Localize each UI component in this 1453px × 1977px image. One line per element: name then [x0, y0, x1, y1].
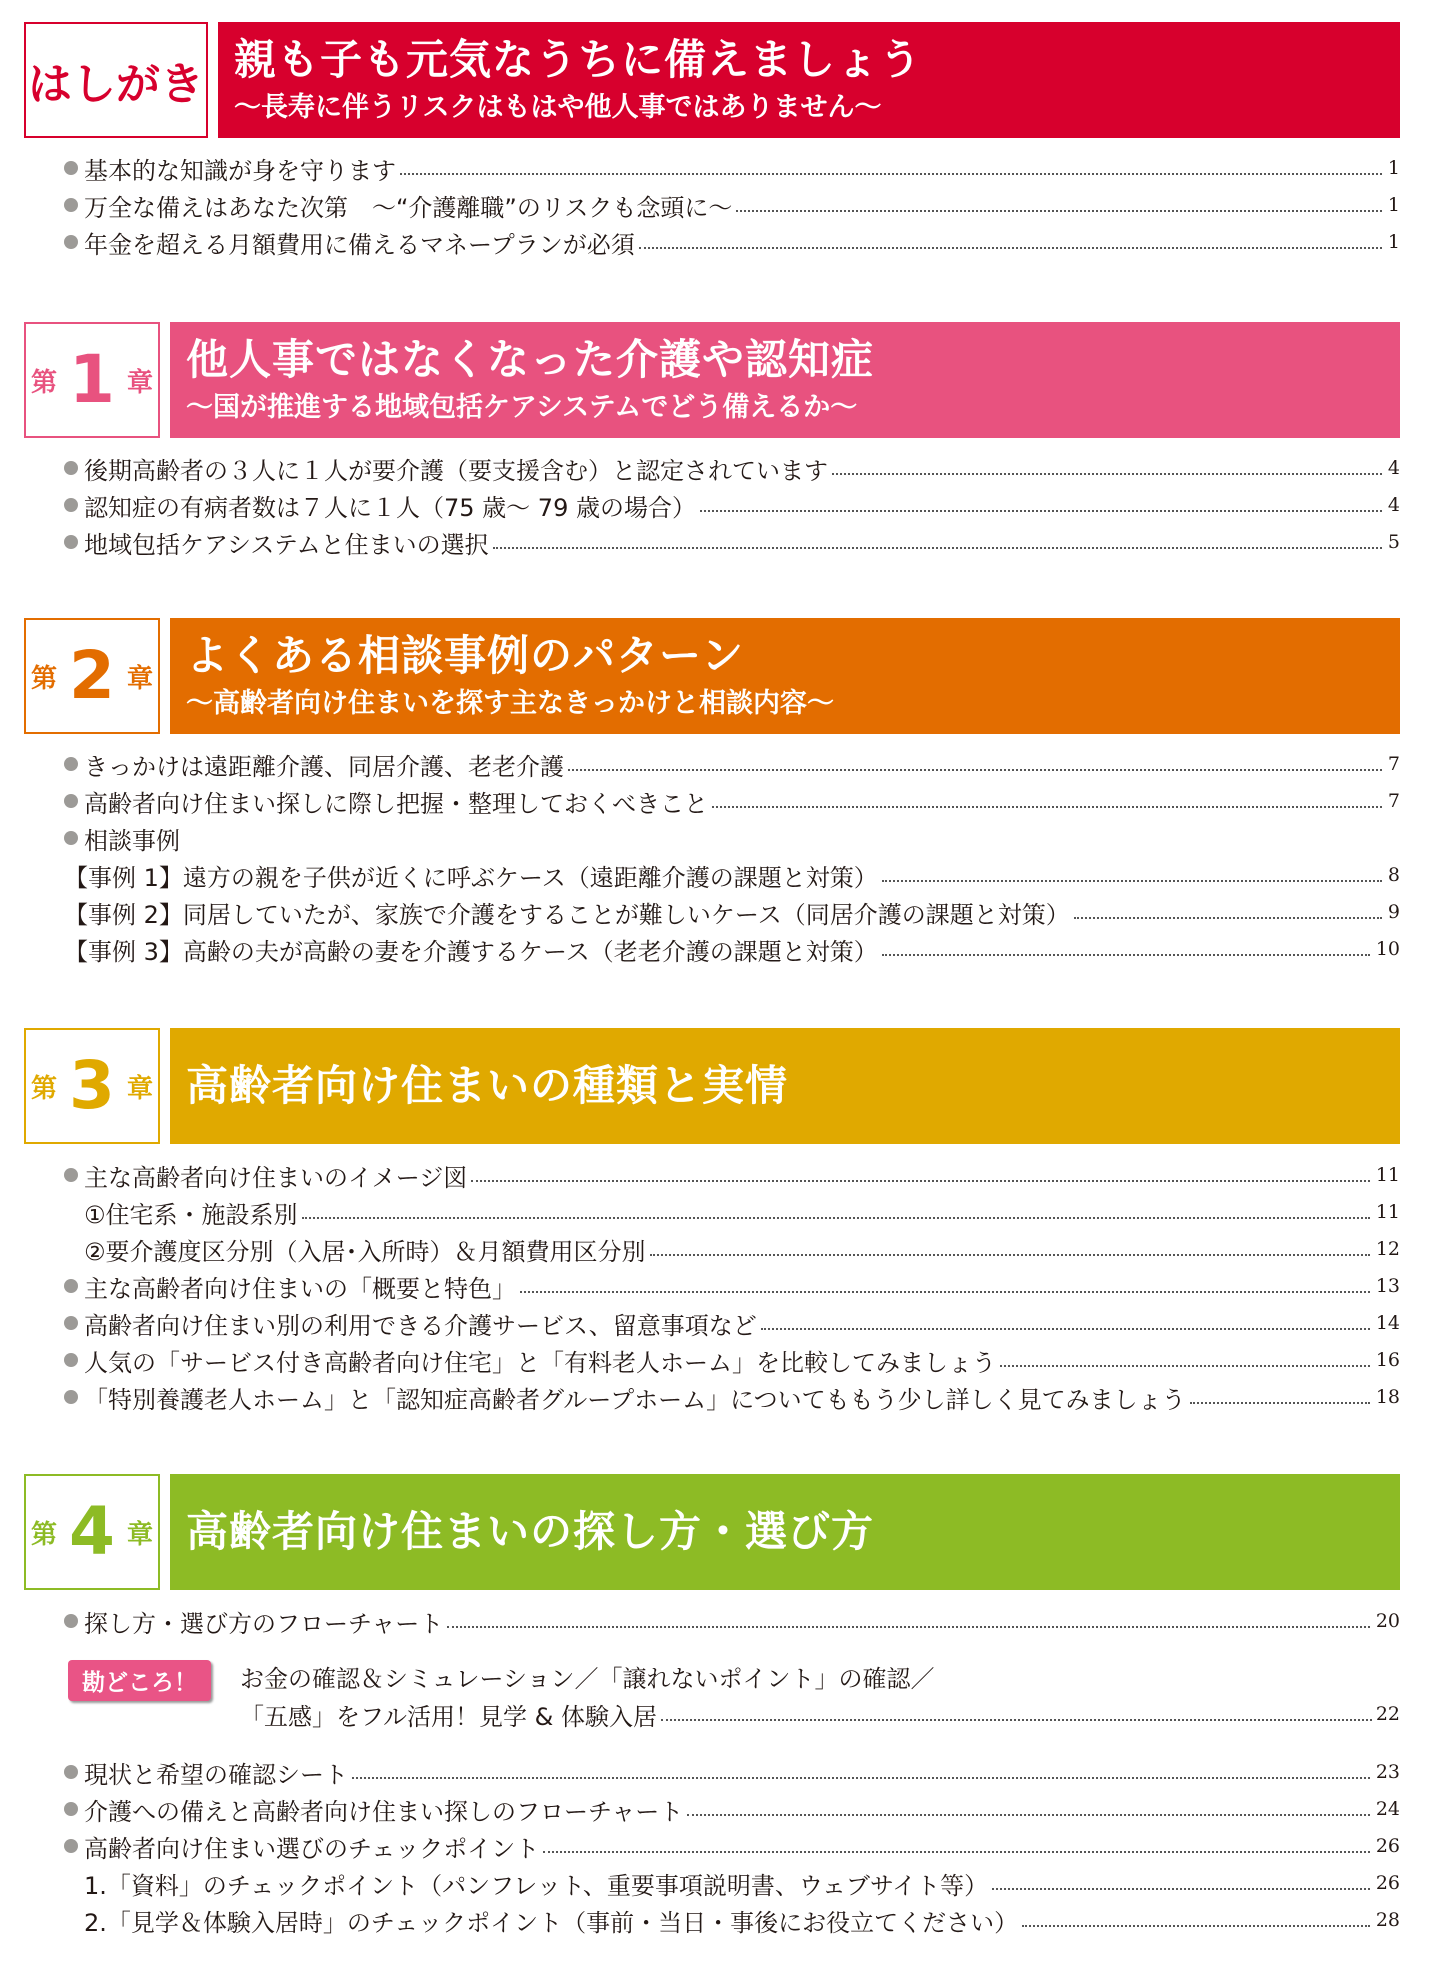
chapter-number: 2	[69, 637, 115, 714]
toc-entry[interactable]: 後期高齢者の３人に１人が要介護（要支援含む）と認定されています 4	[64, 450, 1400, 486]
preface-label-text: はしがき	[28, 59, 204, 110]
callout-line-2[interactable]: 「五感」をフル活用！見学 & 体験入居 22	[240, 1702, 1400, 1731]
toc-entry[interactable]: 高齢者向け住まい別の利用できる介護サービス、留意事項など 14	[64, 1305, 1400, 1341]
chapter4-banner	[170, 1474, 1400, 1590]
bullet-icon	[64, 461, 78, 475]
toc-entry[interactable]: きっかけは遠距離介護、同居介護、老老介護 7	[64, 746, 1400, 782]
chapter1-title: 他人事ではなくなった介護や認知症	[186, 335, 875, 385]
chapter-number: 1	[69, 341, 115, 418]
toc-entry[interactable]: 主な高齢者向け住まいの「概要と特色」 13	[64, 1268, 1400, 1304]
toc-entry[interactable]: 相談事例	[64, 820, 1400, 856]
bullet-icon	[64, 1614, 78, 1628]
toc-entry[interactable]: ①住宅系・施設系別 11	[84, 1200, 1400, 1229]
kandokoro-tag: 勘どころ！	[68, 1660, 211, 1701]
toc-entry[interactable]: 探し方・選び方のフローチャート 20	[64, 1603, 1400, 1639]
toc-entry[interactable]: 介護への備えと高齢者向け住まい探しのフローチャート 24	[64, 1791, 1400, 1827]
chapter2-subtitle: ～高齢者向け住まいを探す主なきっかけと相談内容～	[186, 687, 834, 719]
toc-entry[interactable]: 【事例 1】遠方の親を子供が近くに呼ぶケース（遠距離介護の課題と対策） 8	[64, 863, 1400, 892]
preface-subtitle: ～長寿に伴うリスクはもはや他人事ではありません～	[234, 91, 882, 123]
toc-entry[interactable]: 【事例 2】同居していたが、家族で介護をすることが難しいケース（同居介護の課題と対策） 9	[64, 900, 1400, 929]
toc-entry[interactable]: ②要介護度区分別（入居･入所時）＆月額費用区分別 12	[84, 1237, 1400, 1266]
bullet-icon	[64, 1279, 78, 1293]
bullet-icon	[64, 235, 78, 249]
chapter3-label: 第 3 章	[24, 1028, 160, 1144]
chapter1-label: 第 1 章	[24, 322, 160, 438]
chapter3-title: 高齢者向け住まいの種類と実情	[186, 1060, 789, 1110]
bullet-icon	[64, 1316, 78, 1330]
toc-entry[interactable]: 地域包括ケアシステムと住まいの選択 5	[64, 524, 1400, 560]
chapter2-label: 第 2 章	[24, 618, 160, 734]
toc-entry[interactable]: 「特別養護老人ホーム」と「認知症高齢者グループホーム」についてももう少し詳しく見てみましょう 18	[64, 1379, 1400, 1415]
toc-entry[interactable]: 万全な備えはあなた次第 ～“介護離職”のリスクも念頭に～ 1	[64, 187, 1400, 223]
bullet-icon	[64, 1765, 78, 1779]
bullet-icon	[64, 794, 78, 808]
toc-entry[interactable]: 高齢者向け住まい探しに際し把握・整理しておくべきこと 7	[64, 783, 1400, 819]
preface-label	[24, 22, 208, 138]
bullet-icon	[64, 535, 78, 549]
chapter2-banner	[170, 618, 1400, 734]
chapter4-title: 高齢者向け住まいの探し方・選び方	[186, 1506, 875, 1556]
chapter1-subtitle: ～国が推進する地域包括ケアシステムでどう備えるか～	[186, 391, 858, 423]
bullet-icon	[64, 1802, 78, 1816]
callout-line-1[interactable]: お金の確認＆シミュレーション／「譲れないポイント」の確認／	[240, 1664, 935, 1693]
bullet-icon	[64, 1390, 78, 1404]
bullet-icon	[64, 757, 78, 771]
preface-title: 親も子も元気なうちに備えましょう	[234, 35, 923, 85]
toc-entry[interactable]: 高齢者向け住まい選びのチェックポイント 26	[64, 1828, 1400, 1864]
toc-entry[interactable]: 2.「見学＆体験入居時」のチェックポイント（事前・当日・事後にお役立てください） 28	[84, 1908, 1400, 1937]
bullet-icon	[64, 198, 78, 212]
chapter2-title: よくある相談事例のパターン	[186, 631, 745, 681]
preface-banner	[218, 22, 1400, 138]
bullet-icon	[64, 498, 78, 512]
toc-entry[interactable]: 基本的な知識が身を守ります 1	[64, 150, 1400, 186]
bullet-icon	[64, 161, 78, 175]
toc-entry[interactable]: 1.「資料」のチェックポイント（パンフレット、重要事項説明書、ウェブサイト等） 26	[84, 1871, 1400, 1900]
bullet-icon	[64, 831, 78, 845]
toc-entry[interactable]: 【事例 3】高齢の夫が高齢の妻を介護するケース（老老介護の課題と対策） 10	[64, 937, 1400, 966]
chapter-number: 3	[69, 1047, 115, 1124]
bullet-icon	[64, 1168, 78, 1182]
chapter-number: 4	[69, 1493, 115, 1570]
bullet-icon	[64, 1353, 78, 1367]
chapter4-label: 第 4 章	[24, 1474, 160, 1590]
chapter3-banner	[170, 1028, 1400, 1144]
chapter1-banner	[170, 322, 1400, 438]
toc-entry[interactable]: 主な高齢者向け住まいのイメージ図 11	[64, 1157, 1400, 1193]
bullet-icon	[64, 1839, 78, 1853]
toc-entry[interactable]: 認知症の有病者数は７人に１人（75 歳～ 79 歳の場合） 4	[64, 487, 1400, 523]
toc-entry[interactable]: 人気の「サービス付き高齢者向け住宅」と「有料老人ホーム」を比較してみましょう 16	[64, 1342, 1400, 1378]
toc-entry[interactable]: 年金を超える月額費用に備えるマネープランが必須 1	[64, 224, 1400, 260]
toc-entry[interactable]: 現状と希望の確認シート 23	[64, 1754, 1400, 1790]
